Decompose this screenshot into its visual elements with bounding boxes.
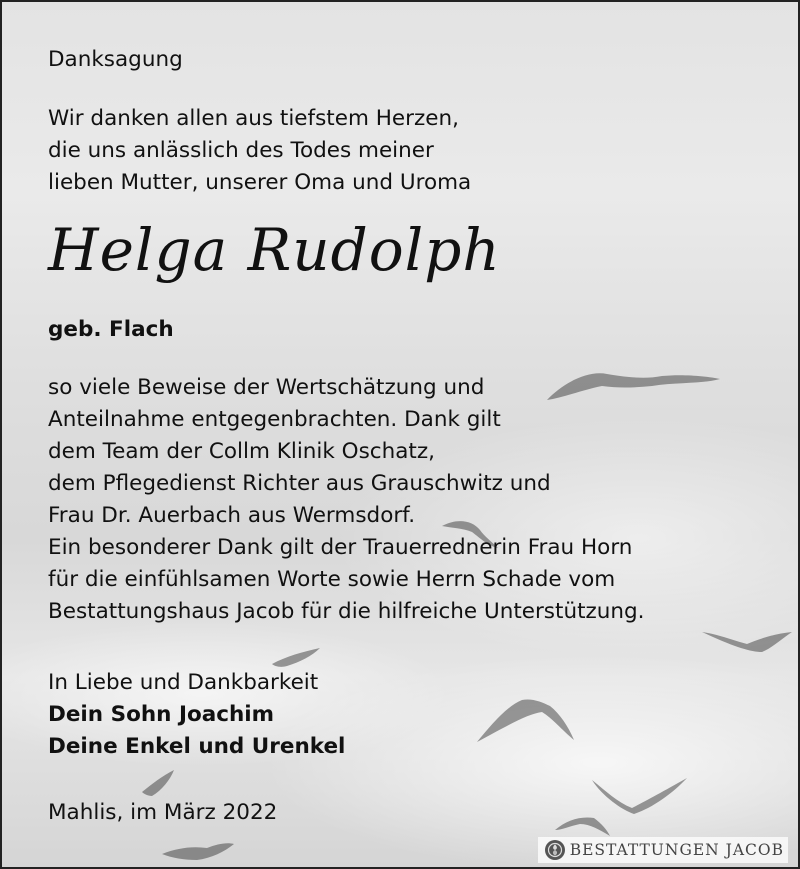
signer-son: Dein Sohn Joachim (48, 702, 275, 727)
seagull-icon (272, 648, 320, 667)
body-line: Anteilnahme entgegenbrachten. Dank gilt (48, 407, 501, 432)
logo-text: BESTATTUNGEN JACOB (569, 841, 784, 859)
body-line: so viele Beweise der Wertschätzung und (48, 375, 485, 400)
notice-heading: Danksagung (48, 47, 183, 72)
deceased-name: Helga Rudolph (48, 216, 501, 284)
maiden-name: geb. Flach (48, 317, 174, 342)
intro-line: lieben Mutter, unserer Oma und Uroma (48, 170, 472, 195)
signer-grandchildren: Deine Enkel und Urenkel (48, 734, 346, 759)
body-line: Bestattungshaus Jacob für die hilfreiche Unterstützung. (48, 599, 645, 624)
seagull-icon (162, 843, 234, 860)
rose-emblem-icon (544, 839, 566, 861)
body-text (48, 372, 645, 628)
seagull-icon (592, 778, 687, 814)
body-line: Frau Dr. Auerbach aus Wermsdorf. (48, 503, 416, 528)
seagull-icon (477, 699, 574, 742)
seagull-icon (702, 632, 792, 652)
body-line: dem Pflegedienst Richter aus Grauschwitz und (48, 471, 551, 496)
closing-text: In Liebe und Dankbarkeit (48, 670, 319, 695)
intro-line: Wir danken allen aus tiefstem Herzen, (48, 106, 459, 131)
body-line: Ein besonderer Dank gilt der Trauerrednerin Frau Horn (48, 535, 633, 560)
body-line: dem Team der Collm Klinik Oschatz, (48, 439, 435, 464)
funeral-home-logo (538, 837, 788, 863)
intro-line: die uns anlässlich des Todes meiner (48, 138, 434, 163)
seagull-icon (555, 818, 610, 837)
body-line: für die einfühlsamen Worte sowie Herrn Schade vom (48, 567, 616, 592)
seagull-icon (142, 770, 174, 796)
place-date: Mahlis, im März 2022 (48, 800, 278, 825)
intro-text (48, 103, 471, 199)
